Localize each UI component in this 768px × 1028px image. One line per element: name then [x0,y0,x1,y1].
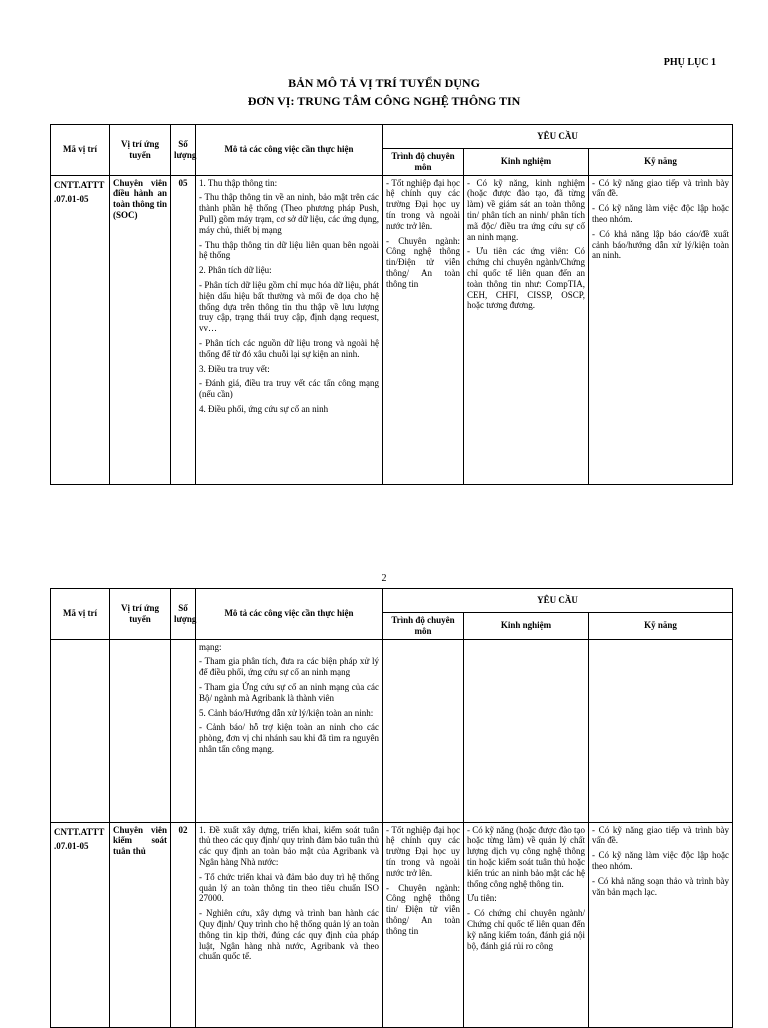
description-line: - Đánh giá, điều tra truy vết các tấn công mạng (nếu cần) [199,378,379,400]
header-requirements: YÊU CẦU [383,589,733,613]
table-row [51,639,733,822]
header-position: Vị trí ứng tuyển [110,125,171,176]
header-quantity: Số lượng [171,589,196,640]
education-line: - Chuyên ngành: Công nghệ thông tin/Điện tử viễn thông/ An toàn thông tin [386,235,460,289]
header-education: Trình độ chuyên môn [383,149,464,176]
header-education: Trình độ chuyên môn [383,613,464,640]
description-line: 1. Đề xuất xây dựng, triển khai, kiểm soát tuân thủ theo các quy định/ quy trình đảm bảo tuân thủ các quy định an toàn bảo mật của Agribank và Ngân hàng Nhà nước: [199,824,379,867]
header-skills: Kỹ năng [589,149,733,176]
description-line: - Tham gia phân tích, đưa ra các biện pháp xử lý để điều phối, ứng cứu sự cố an ninh mạng [199,656,379,678]
unit-title: ĐƠN VỊ: TRUNG TÂM CÔNG NGHỆ THÔNG TIN [247,94,521,108]
description-line: - Phân tích dữ liệu gồm chỉ mục hóa dữ liệu, phát hiện dấu hiệu bất thường và mối đe dọa cho hệ thống dựa trên thông tin thu thập về lưu lượng truy cập, trạng thái truy cập, định dạng request, vv… [199,279,379,334]
description-line: - Nghiên cứu, xây dựng và trình ban hành các Quy định/ Quy trình cho hệ thống quản lý an toàn thông tin kịp thời, đúng các quy định của pháp luật, Ngân hàng nhà nước, Agribank và theo chuẩn quốc tế. [199,908,379,962]
job-table-1 [50,124,733,485]
experience-line: - Có chứng chỉ chuyên ngành/ Chứng chỉ quốc tế liên quan đến kỹ năng kiểm toán, đánh giá nội bộ, đánh giá rủi ro công [467,908,585,951]
skill-requirements [589,175,733,484]
experience-line: - Ưu tiên các ứng viên: Có chứng chỉ chuyên ngành/Chứng chỉ quốc tế liên quan đến an toàn thông tin như: CompTIA, CEH, CHFI, CISSP, OSCP, hoặc tương đương. [467,246,585,311]
experience-requirements [464,822,589,1027]
position-quantity: 05 [171,175,196,484]
description-line: - Cảnh báo/ hỗ trợ kiện toàn an ninh cho các phòng, đơn vị chi nhánh sau khi đã tìm ra nguyên nhân tấn công mạng. [199,722,379,754]
description-line: 5. Cảnh báo/Hướng dẫn xử lý/kiện toàn an ninh: [199,707,374,718]
education-requirements [383,175,464,484]
description-line: 2. Phân tích dữ liệu: [199,265,272,276]
position-name: Chuyên viên điều hành an toàn thông tin (SOC) [110,175,171,484]
header-code: Mã vị trí [51,125,110,176]
document-title: BẢN MÔ TẢ VỊ TRÍ TUYỂN DỤNG [288,76,480,90]
description-line: 1. Thu thập thông tin: [199,177,278,188]
skill-line: - Có kỹ năng giao tiếp và trình bày vấn đề. [592,177,729,199]
skill-line: - Có kỹ năng làm việc độc lập hoặc theo nhóm. [592,850,729,871]
page-number: 2 [381,573,387,584]
description-line: mạng: [199,641,222,652]
education-line: - Tốt nghiệp đại học hệ chính quy các trường Đại học uy tín trong và ngoài nước trở lên. [386,177,460,231]
position-code: CNTT.ATTT .07.01-05 [51,175,110,484]
job-description [196,822,383,1027]
header-description: Mô tả các công việc cần thực hiện [196,125,383,176]
table-row [51,175,733,484]
skill-line: - Có kỹ năng giao tiếp và trình bày vấn đề. [592,824,729,846]
skill-line: - Có khả năng soạn thảo và trình bày văn bản mạch lạc. [592,875,729,897]
experience-line: - Có kỹ năng (hoặc được đào tạo hoặc từng làm) về quản lý chất lượng dịch vụ công nghệ thông tin hoặc kiểm soát tuân thủ hoặc kiến trúc an ninh bảo mật các hệ thống công nghệ thông tin. [467,824,585,889]
education-line: - Tốt nghiệp đại học hệ chính quy các trường Đại học uy tín trong và ngoài nước trở lên. [386,824,460,878]
description-line: - Thu thập thông tin về an ninh, bảo mật trên các thành phần hệ thống (Theo phương pháp Push, Pull) gồm máy trạm, cơ sở dữ liệu, các ứng dụng, máy chủ, thiết bị mạng [199,192,379,235]
experience-line: Ưu tiên: [467,893,497,904]
job-table-2 [50,588,733,1028]
description-line: - Tổ chức triển khai và đảm bảo duy trì hệ thống quản lý an toàn thông tin theo tiêu chuẩn ISO 27000. [199,871,379,904]
header-code: Mã vị trí [51,589,110,640]
description-line: - Tham gia Ứng cứu sự cố an ninh mạng của các Bộ/ ngành mà Agribank là thành viên [199,681,379,703]
job-description [196,639,383,822]
education-line: - Chuyên ngành: Công nghệ thông tin/ Điện tử viễn thông/ An toàn thông tin [386,882,460,936]
skill-requirements [589,822,733,1027]
experience-requirements [464,175,589,484]
description-line: 4. Điều phối, ứng cứu sự cố an ninh [199,403,329,414]
header-skills: Kỹ năng [589,613,733,640]
table-row [51,822,733,1027]
education-requirements [383,822,464,1027]
header-quantity: Số lượng [171,125,196,176]
description-line: - Thu thập thông tin dữ liệu liên quan bên ngoài hệ thống [199,239,379,261]
description-line: 3. Điều tra truy vết: [199,363,270,374]
skill-line: - Có khả năng lập báo cáo/đề xuất cảnh báo/hướng dẫn xử lý/kiện toàn an ninh. [592,228,729,261]
header-requirements: YÊU CẦU [383,125,733,149]
position-name: Chuyên viên kiểm soát tuân thủ [110,822,171,1027]
header-experience: Kinh nghiệm [464,149,589,176]
skill-line: - Có kỹ năng làm việc độc lập hoặc theo nhóm. [592,203,729,224]
header-position: Vị trí ứng tuyển [110,589,171,640]
position-quantity: 02 [171,822,196,1027]
job-description [196,175,383,484]
position-code: CNTT.ATTT .07.01-05 [51,822,110,1027]
experience-line: - Có kỹ năng, kinh nghiệm (hoặc được đào tạo, đã từng làm) về giám sát an toàn thông tin/ phân tích an ninh/ phân tích mã độc/ điều tra ứng cứu sự cố an ninh mạng. [467,177,585,242]
header-experience: Kinh nghiệm [464,613,589,640]
annex-label: PHỤ LỤC 1 [663,57,716,68]
header-description: Mô tả các công việc cần thực hiện [196,589,383,640]
description-line: - Phân tích các nguồn dữ liệu trong và ngoài hệ thống để từ đó xâu chuỗi lại sự kiện an ninh. [199,337,379,359]
